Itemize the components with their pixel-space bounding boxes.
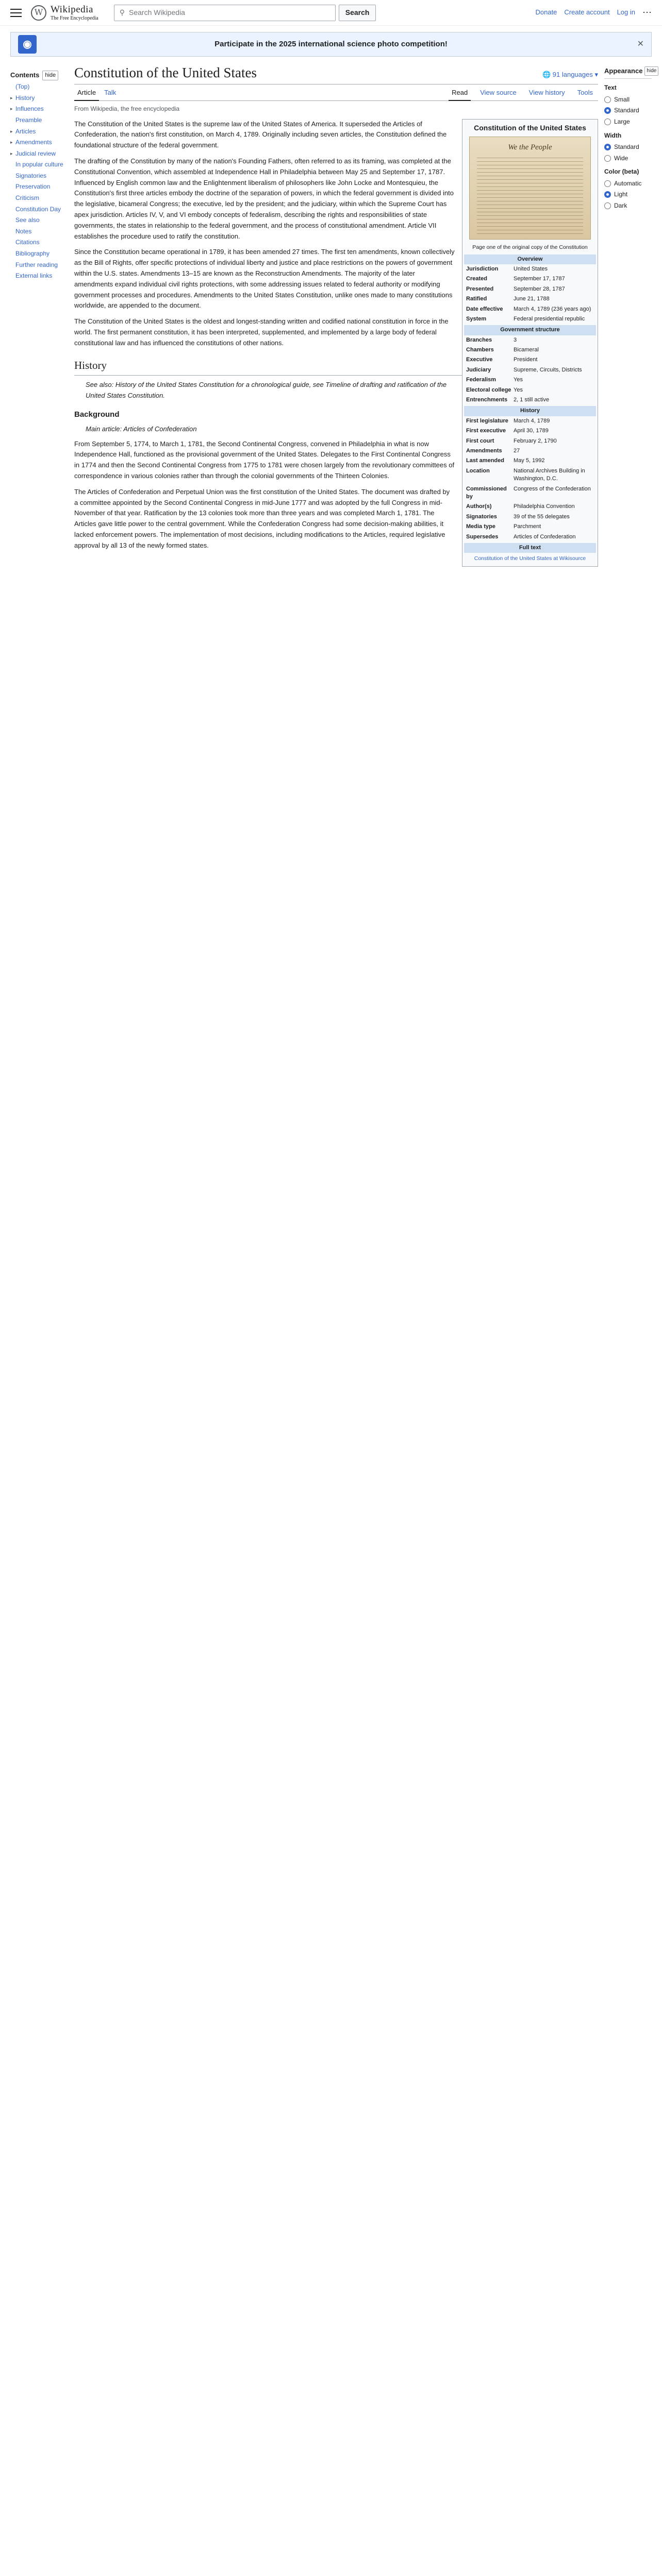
toc-item[interactable] — [10, 181, 67, 193]
infobox-value: March 4, 1789 (236 years ago) — [514, 306, 591, 312]
infobox-label: Judiciary — [466, 366, 491, 373]
infobox-value: September 17, 1787 — [514, 276, 565, 282]
infobox-row — [464, 436, 596, 446]
paragraph: From September 5, 1774, to March 1, 1781, the Second Continental Congress, convened in Philadelphia in what is now Independence Hall, functioned as the provisional government of the United States. Delegates to the First Continental Congress in 1774 and then the Second Continental Congress from 1775 to 1781 were chosen largely from the revolutionary committees of correspondence in various colonies rather than through the colonial governments of the Thirteen Colonies. — [74, 439, 455, 480]
infobox-label: Date effective — [466, 306, 503, 312]
infobox-value: Articles of Confederation — [514, 533, 576, 540]
tagline: The Free Encyclopedia — [51, 15, 98, 21]
expand-icon[interactable]: ▸ — [10, 106, 13, 112]
infobox-value: Supreme, Circuits, Districts — [514, 366, 582, 373]
paragraph: The Constitution of the United States is the oldest and longest-standing written and codified national constitution in force in the world. The first permanent constitution, it has been interpreted, supplemented, and implemented by a large body of federal constitutional law and has influenced the constitutions of other nations. — [74, 317, 449, 347]
option-label: Large — [614, 117, 630, 125]
infobox-label: Entrenchments — [466, 397, 508, 403]
preference-option[interactable] — [604, 154, 652, 163]
text-line — [477, 233, 583, 234]
option-label: Standard — [614, 107, 639, 114]
infobox-label: Media type — [466, 523, 495, 530]
radio-icon[interactable] — [604, 202, 611, 209]
preference-option[interactable] — [604, 201, 652, 211]
toc-item[interactable] — [10, 81, 67, 93]
tab-read[interactable]: Read — [449, 84, 471, 101]
preference-option[interactable] — [604, 179, 652, 189]
page-title-text: Constitution of the United States — [74, 65, 257, 80]
tab-tools[interactable]: Tools — [577, 88, 593, 96]
infobox-label: First legislature — [466, 417, 508, 424]
infobox-label: Author(s) — [466, 503, 492, 510]
wikipedia-logo-icon[interactable]: W — [31, 5, 46, 21]
infobox-row — [464, 294, 596, 304]
toc-item[interactable] — [10, 248, 67, 260]
wikisource-link[interactable]: Constitution of the United States at Wikisource — [474, 555, 586, 562]
background-heading: Background — [74, 410, 120, 419]
infobox-gov-header: Government structure — [464, 325, 596, 335]
toc-item[interactable] — [10, 159, 67, 171]
personal-tools — [535, 6, 652, 20]
infobox-label: Created — [466, 276, 487, 282]
infobox-label: Chambers — [466, 347, 494, 353]
color-label: Color (beta) — [604, 168, 639, 176]
toc-hide-button[interactable]: hide — [42, 71, 58, 80]
infobox-value: National Archives Building in Washington, D.C. — [514, 467, 585, 482]
infobox-label: Signatories — [466, 513, 497, 520]
infobox-label: Location — [466, 467, 490, 474]
option-label: Standard — [614, 143, 639, 151]
infobox-row — [464, 466, 596, 484]
infobox-row — [464, 456, 596, 466]
radio-icon[interactable] — [604, 107, 611, 114]
toc-item-label: Bibliography — [15, 250, 50, 258]
infobox-label: First executive — [466, 428, 506, 434]
toc-item[interactable] — [10, 226, 67, 238]
toc-item-label: Notes — [15, 227, 32, 235]
site-sub: From Wikipedia, the free encyclopedia — [74, 105, 180, 113]
infobox-value: Federal presidential republic — [514, 315, 585, 322]
infobox-label: First court — [466, 437, 494, 444]
campaign-banner[interactable] — [10, 32, 652, 57]
option-label: Wide — [614, 154, 628, 162]
toc-item[interactable] — [10, 126, 67, 138]
camera-icon: ◉ — [18, 35, 37, 54]
donate-link[interactable]: Donate — [535, 8, 557, 16]
toc-item-label: History — [15, 94, 35, 101]
option-label: Automatic — [614, 179, 642, 187]
infobox-value: February 2, 1790 — [514, 437, 557, 444]
tab-article[interactable]: Article — [74, 84, 99, 101]
infobox-value: 3 — [514, 336, 517, 343]
paragraph: Since the Constitution became operational in 1789, it has been amended 27 times. The first ten amendments, known collectively as the Bill of Rights, offer specific protections of individual liberty and justice and place restrictions on the powers of government within the U.S. states. Amendments 13–15 are known as the Reconstruction Amendments. The majority of the later amendments expand individual civil rights protections, with some addressing issues related to federal authority or modifying government processes and procedures. Amendments to the United States Constitution, unlike ones made to many constitutions worldwide, are appended to the document. — [74, 248, 455, 310]
toc-item[interactable] — [10, 270, 67, 282]
toc-item[interactable] — [10, 193, 67, 204]
infobox-row — [464, 446, 596, 456]
site-header — [0, 0, 662, 26]
option-label: Light — [614, 191, 628, 198]
close-icon[interactable]: ✕ — [637, 39, 644, 48]
wikipedia-wordmark[interactable] — [51, 5, 98, 21]
language-count: 91 languages — [552, 71, 593, 79]
main-menu-icon[interactable] — [10, 9, 22, 17]
text-size-label: Text — [604, 84, 617, 92]
infobox-overview-header: Overview — [464, 255, 596, 264]
text-line — [477, 226, 583, 227]
paragraph: The drafting of the Constitution by many of the nation's Founding Fathers, often referred to as its framing, was completed at the Constitutional Convention, which assembled at Independence Hall in Philadelphia between May 25 and September 17, 1787. Influenced by English common law and the Enlightenment liberalism of philosophers like John Locke and Montesquieu, the Constitution's first three articles embody the doctrine of the separation of powers, in which the federal government is divided into the legislative, bicameral Congress; the executive, led by the president; and the judiciary, within which the Supreme Court has apex jurisdiction. Articles IV, V, and VI embody concepts of federalism, describing the rights and responsibilities of state governments, the states in relationship to the federal government, and the process of constitutional amendment. Article VII establishes the procedure used to ratify the constitution. — [74, 157, 454, 240]
infobox-row — [464, 304, 596, 314]
infobox-label: Ratified — [466, 296, 487, 302]
infobox-label: Electoral college — [466, 386, 511, 393]
infobox-value: 27 — [514, 447, 520, 454]
infobox-row — [464, 532, 596, 542]
infobox-row — [464, 385, 596, 395]
infobox-value: Yes — [514, 386, 523, 393]
toc-item-label: Influences — [15, 105, 44, 113]
infobox-fulltext-header: Full text — [464, 543, 596, 553]
toc-item-label: Criticism — [15, 194, 39, 202]
option-label: Small — [614, 95, 630, 103]
infobox-label: Last amended — [466, 457, 504, 464]
text-line — [477, 172, 583, 173]
paragraph: The Articles of Confederation and Perpetual Union was the first constitution of the United States. The document was drafted by a committee appointed by the Second Continental Congress in mid-June 1777 and was adopted by the full Congress in mid-November of that year. Ratification by the 13 colonies took more than three years and was completed March 1, 1781. The Articles gave little power to the central government. While the Confederation Congress had some decision-making abilities, it lacked enforcement powers. The implementation of most decisions, including modifications to the Articles, required legislative approval by all 13 of the newly formed states. — [74, 487, 450, 549]
infobox-caption: Page one of the original copy of the Constitution — [472, 244, 588, 250]
toc-item-label: In popular culture — [15, 161, 63, 168]
infobox-row — [464, 335, 596, 345]
radio-icon[interactable] — [604, 96, 611, 103]
infobox-row — [464, 284, 596, 294]
table-of-contents — [10, 64, 67, 573]
infobox-row — [464, 502, 596, 512]
search-button[interactable]: Search — [339, 5, 376, 21]
toc-item[interactable] — [10, 171, 67, 182]
paragraph: The Constitution of the United States is the supreme law of the United States of America. It superseded the Articles of Confederation, the nation's first constitution, on March 4, 1789. Originally including seven articles, the Constitution defined the foundational structure of the federal government. — [74, 120, 447, 149]
toc-item[interactable] — [10, 260, 67, 271]
infobox-row — [464, 365, 596, 375]
infobox-value: Parchment — [514, 523, 541, 530]
expand-icon[interactable]: ▸ — [10, 95, 13, 100]
toc-item[interactable] — [10, 115, 67, 126]
more-options-icon[interactable]: ⋯ — [642, 7, 652, 18]
infobox-row — [464, 522, 596, 532]
banner-text: Participate in the 2025 international science photo competition! — [214, 40, 448, 49]
infobox-value: Yes — [514, 377, 523, 383]
toc-item-label: Signatories — [15, 172, 47, 179]
article-content — [67, 64, 604, 573]
toc-item-label: Citations — [15, 239, 40, 246]
login-link[interactable]: Log in — [617, 8, 635, 16]
option-label: Dark — [614, 202, 627, 210]
text-line — [477, 208, 583, 209]
toc-item-label: Further reading — [15, 261, 58, 268]
infobox-label: Presented — [466, 285, 494, 292]
toc-item-label: Judicial review — [15, 149, 56, 157]
infobox-history-header: History — [464, 406, 596, 416]
appearance-panel — [604, 64, 657, 573]
toc-item[interactable] — [10, 148, 67, 160]
infobox-row — [464, 512, 596, 522]
preference-option[interactable] — [604, 190, 652, 199]
infobox-label: Supersedes — [466, 533, 499, 540]
infobox-row — [464, 345, 596, 355]
infobox-value: June 21, 1788 — [514, 296, 550, 302]
expand-icon[interactable]: ▸ — [10, 150, 13, 156]
toc-item-label: Preamble — [15, 116, 42, 124]
preference-option[interactable] — [604, 117, 652, 127]
width-label: Width — [604, 131, 622, 139]
infobox-title: Constitution of the United States — [474, 123, 586, 132]
radio-icon[interactable] — [604, 118, 611, 125]
infobox-label: Commissioned by — [466, 485, 507, 500]
infobox-row — [464, 264, 596, 274]
infobox-label: System — [466, 315, 487, 322]
infobox-row — [464, 355, 596, 365]
infobox-value: Bicameral — [514, 347, 539, 353]
toc-item[interactable] — [10, 215, 67, 226]
toc-item-label: (Top) — [15, 83, 30, 91]
infobox-row — [464, 274, 596, 284]
infobox-value: September 28, 1787 — [514, 285, 565, 292]
infobox-value: President — [514, 357, 538, 363]
history-heading: History — [74, 357, 598, 376]
infobox-label: Branches — [466, 336, 492, 343]
background-hatnote: Main article: Articles of Confederation — [86, 425, 197, 433]
infobox-value: March 4, 1789 — [514, 417, 550, 424]
wordmark-text: Wikipedia — [51, 4, 93, 15]
infobox-row — [464, 314, 596, 324]
text-line — [477, 190, 583, 191]
search-placeholder: Search Wikipedia — [129, 8, 185, 16]
infobox — [462, 119, 598, 567]
tab-view-source[interactable]: View source — [480, 88, 517, 96]
infobox-label: Amendments — [466, 447, 502, 454]
infobox-row — [464, 484, 596, 502]
toc-item-label: Preservation — [15, 183, 51, 191]
toc-item-label: See also — [15, 216, 40, 224]
tab-view-history[interactable]: View history — [528, 88, 565, 96]
infobox-value: Philadelphia Convention — [514, 503, 575, 510]
infobox-label: Federalism — [466, 377, 496, 383]
text-line — [477, 215, 583, 216]
history-hatnote: See also: History of the United States Constitution for a chronological guide, see Timeline of drafting and ratification of the United States Constitution. — [86, 381, 447, 400]
infobox-label: Executive — [466, 357, 493, 363]
text-line — [477, 168, 583, 169]
toc-item[interactable] — [10, 93, 67, 104]
toc-item-label: Constitution Day — [15, 205, 61, 213]
infobox-value: 2, 1 still active — [514, 397, 550, 403]
radio-icon[interactable] — [604, 180, 611, 187]
infobox-value: 39 of the 55 delegates — [514, 513, 570, 520]
infobox-value: United States — [514, 265, 548, 272]
preference-option[interactable] — [604, 95, 652, 105]
toc-heading: Contents — [10, 71, 40, 79]
infobox-value: Congress of the Confederation — [514, 485, 591, 492]
infobox-label: Jurisdiction — [466, 265, 499, 272]
preference-option[interactable] — [604, 106, 652, 115]
infobox-value: May 5, 1992 — [514, 457, 545, 464]
constitution-page-image[interactable] — [469, 137, 591, 240]
infobox-row — [464, 375, 596, 385]
expand-icon[interactable]: ▸ — [10, 140, 13, 145]
appearance-hide-button[interactable]: hide — [644, 66, 658, 76]
toc-item[interactable] — [10, 237, 67, 248]
language-button[interactable]: 🌐 91 languages ▾ — [542, 71, 598, 79]
radio-icon[interactable] — [604, 144, 611, 150]
tab-talk[interactable]: Talk — [104, 88, 117, 96]
preference-option[interactable] — [604, 142, 652, 152]
text-line — [477, 161, 583, 162]
toc-item-label: Amendments — [15, 139, 52, 146]
infobox-value: April 30, 1789 — [514, 428, 549, 434]
doc-heading: We the People — [508, 143, 552, 151]
expand-icon[interactable]: ▸ — [10, 128, 13, 134]
page-tabs — [74, 84, 598, 101]
create-account-link[interactable]: Create account — [564, 8, 610, 16]
radio-icon[interactable] — [604, 191, 611, 198]
infobox-row — [464, 416, 596, 426]
toc-item-label: Articles — [15, 127, 36, 135]
toc-item[interactable] — [10, 137, 67, 148]
search-input[interactable] — [114, 5, 336, 21]
search-icon: ⚲ — [119, 8, 125, 16]
text-line — [477, 179, 583, 180]
text-line — [477, 197, 583, 198]
page-title — [74, 64, 598, 84]
infobox-row — [464, 426, 596, 436]
toc-item-label: External links — [15, 272, 53, 280]
infobox-row — [464, 395, 596, 405]
toc-item[interactable] — [10, 204, 67, 215]
toc-item[interactable] — [10, 104, 67, 115]
appearance-heading: Appearance — [604, 67, 643, 75]
radio-icon[interactable] — [604, 155, 611, 162]
